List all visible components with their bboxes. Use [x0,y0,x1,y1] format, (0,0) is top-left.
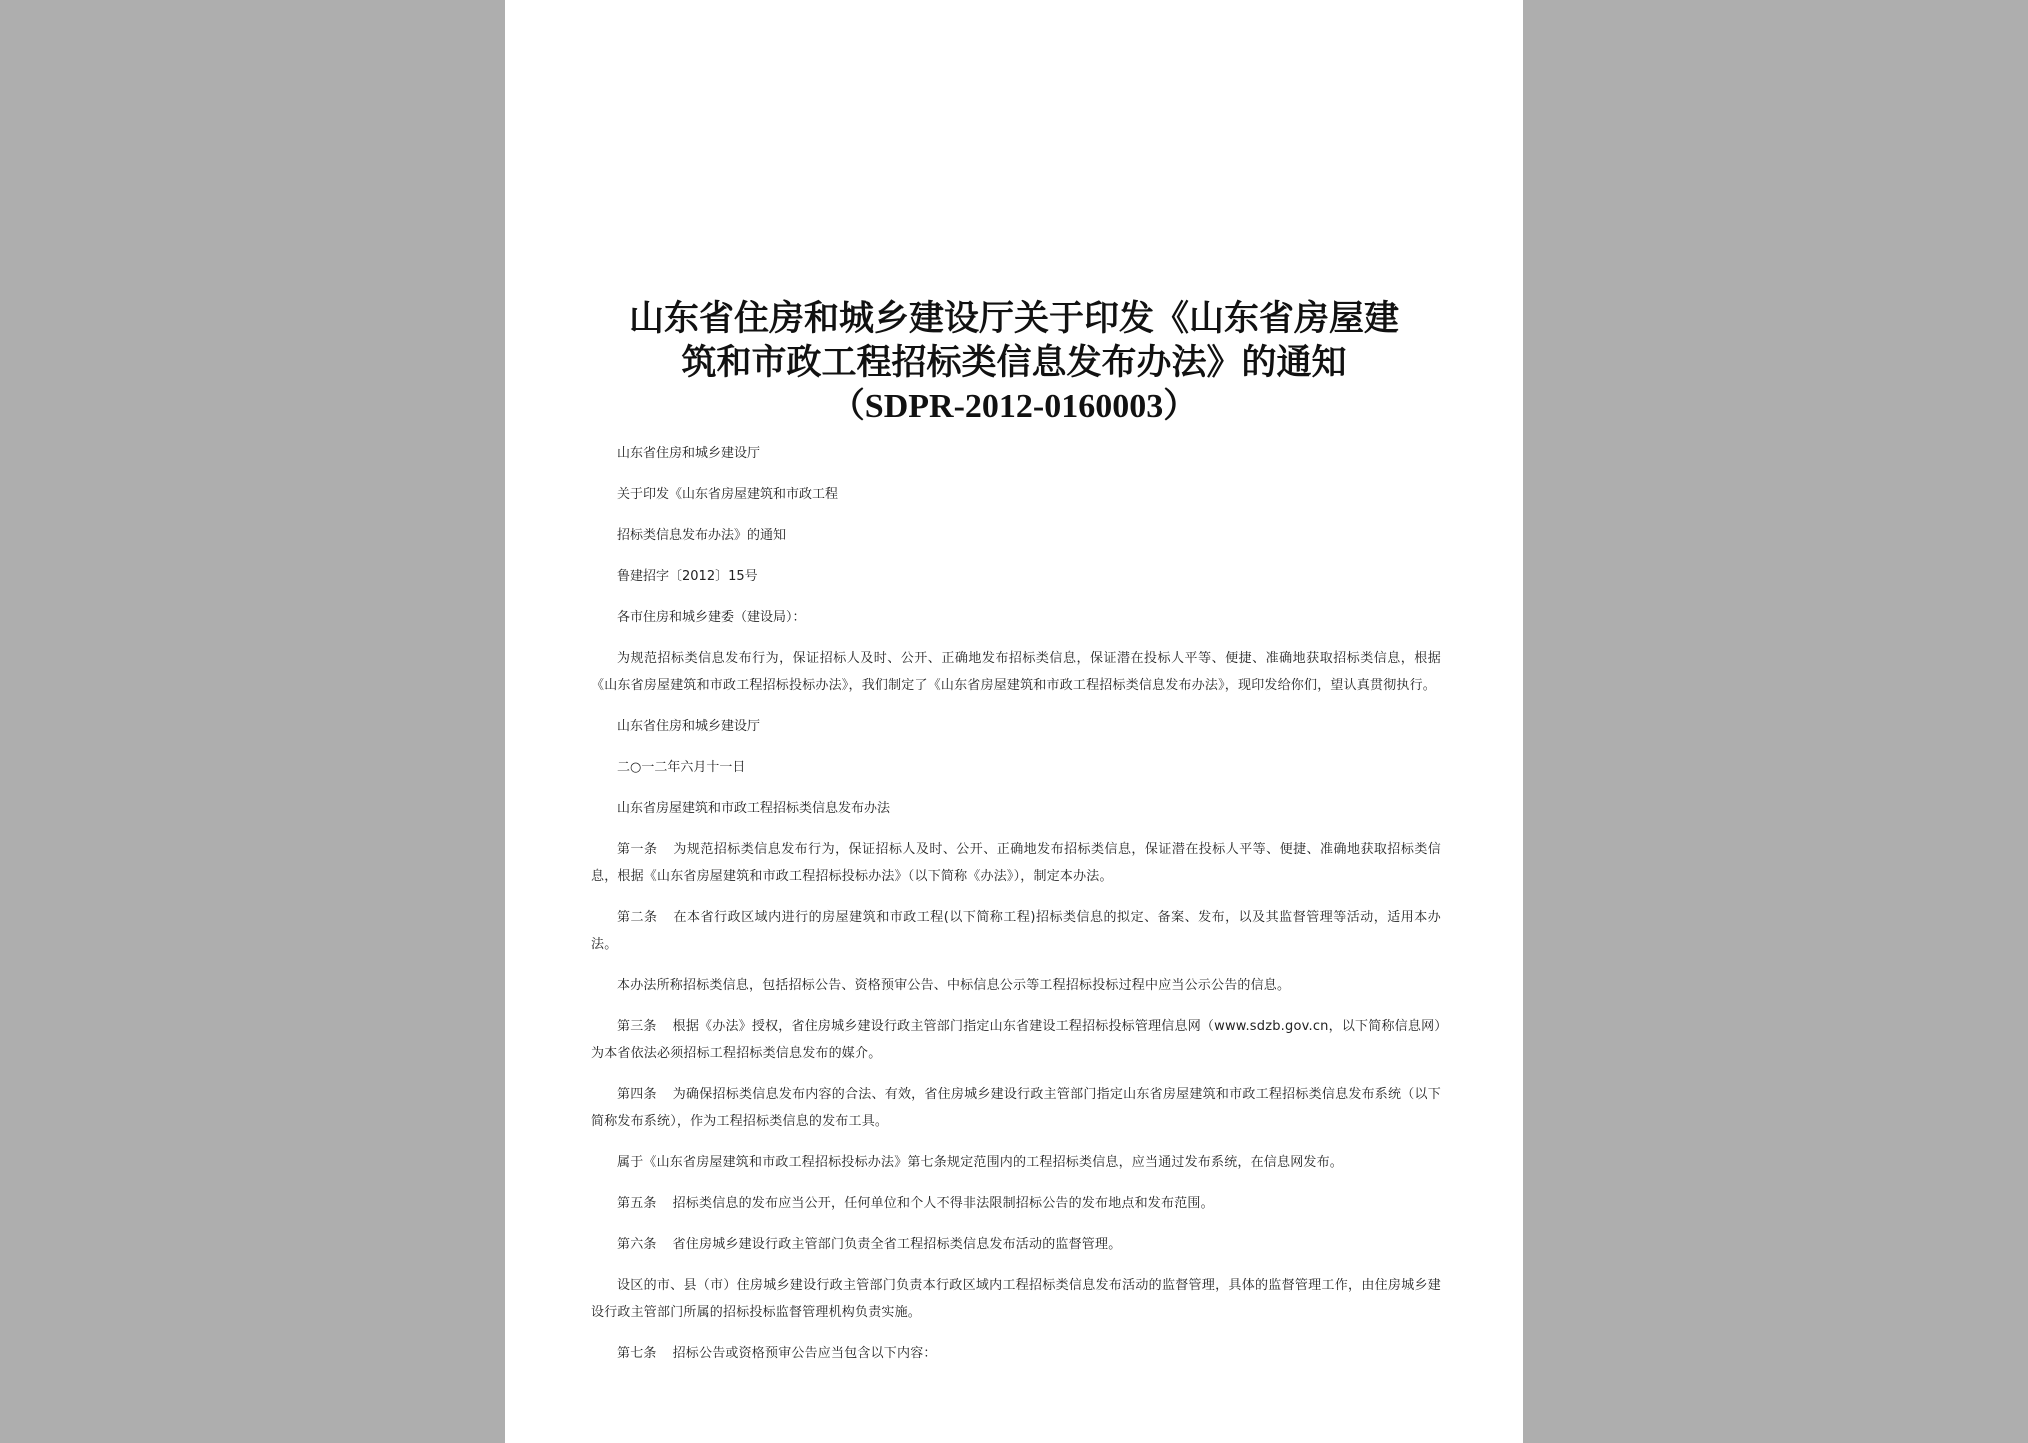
document-title [505,297,1523,429]
body-paragraph: 属于《山东省房屋建筑和市政工程招标投标办法》第七条规定范围内的工程招标类信息，应当通过发布系统，在信息网发布。 [617,1155,1344,1170]
article-paragraph [591,1013,1441,1067]
document-code: （SDPR-2012-0160003） [830,388,1198,425]
article-paragraph [591,904,1441,958]
title-line: 山东省住房和城乡建设厅关于印发《山东省房屋建 [628,298,1399,339]
article-number: 第七条 [617,1346,657,1361]
article-text: 招标类信息的发布应当公开，任何单位和个人不得非法限制招标公告的发布地点和发布范围。 [672,1196,1214,1211]
article-text: 为规范招标类信息发布行为，保证招标人及时、公开、正确地发布招标类信息，保证潜在投标人平等、便捷、准确地获取招标类信息，根据《山东省房屋建筑和市政工程招标投标办法》（以下简称《办法》），制定本办法。 [591,842,1441,884]
article-number: 第四条 [617,1087,657,1102]
article-paragraph [591,1190,1441,1217]
article-text: 根据《办法》授权，省住房城乡建设行政主管部门指定山东省建设工程招标投标管理信息网（www.sdzb.gov.cn，以下简称信息网）为本省依法必须招标工程招标类信息发布的媒介。 [591,1019,1441,1061]
signature-issuer: 山东省住房和城乡建设厅 [617,719,761,734]
intro-paragraph: 为规范招标类信息发布行为，保证招标人及时、公开、正确地发布招标类信息，保证潜在投标人平等、便捷、准确地获取招标类信息，根据《山东省房屋建筑和市政工程招标投标办法》，我们制定了《山东省房屋建筑和市政工程招标类信息发布办法》，现印发给你们，望认真贯彻执行。 [591,651,1441,693]
article-text: 为确保招标类信息发布内容的合法、有效，省住房城乡建设行政主管部门指定山东省房屋建筑和市政工程招标类信息发布系统（以下简称发布系统），作为工程招标类信息的发布工具。 [591,1087,1441,1129]
article-number: 第五条 [617,1196,657,1211]
article-paragraph [591,836,1441,890]
article-text: 省住房城乡建设行政主管部门负责全省工程招标类信息发布活动的监督管理。 [672,1237,1122,1252]
title-line: 筑和市政工程招标类信息发布办法》的通知 [681,342,1347,383]
body-paragraph: 设区的市、县（市）住房城乡建设行政主管部门负责本行政区域内工程招标类信息发布活动的监督管理，具体的监督管理工作，由住房城乡建设行政主管部门所属的招标投标监督管理机构负责实施。 [591,1278,1441,1320]
subject-line: 招标类信息发布办法》的通知 [617,528,787,543]
article-number: 第一条 [617,842,658,857]
body-paragraph: 本办法所称招标类信息，包括招标公告、资格预审公告、中标信息公示等工程招标投标过程中应当公示公告的信息。 [617,978,1291,993]
document-page [505,0,1523,1443]
signature-date: 二○一二年六月十一日 [617,760,746,775]
article-paragraph [591,1231,1441,1258]
article-paragraph [591,1340,1441,1367]
article-paragraph [591,1081,1441,1135]
regulation-title: 山东省房屋建筑和市政工程招标类信息发布办法 [617,801,891,816]
document-body [591,440,1441,1381]
document-number: 鲁建招字〔2012〕15号 [617,569,758,584]
article-text: 招标公告或资格预审公告应当包含以下内容： [672,1346,937,1361]
issuer-line: 山东省住房和城乡建设厅 [617,446,761,461]
salutation: 各市住房和城乡建委（建设局）： [617,610,806,625]
article-number: 第二条 [617,910,658,925]
subject-line: 关于印发《山东省房屋建筑和市政工程 [617,487,839,502]
article-text: 在本省行政区域内进行的房屋建筑和市政工程(以下简称工程)招标类信息的拟定、备案、发布，以及其监督管理等活动，适用本办法。 [591,910,1441,952]
article-number: 第六条 [617,1237,657,1252]
article-number: 第三条 [617,1019,657,1034]
